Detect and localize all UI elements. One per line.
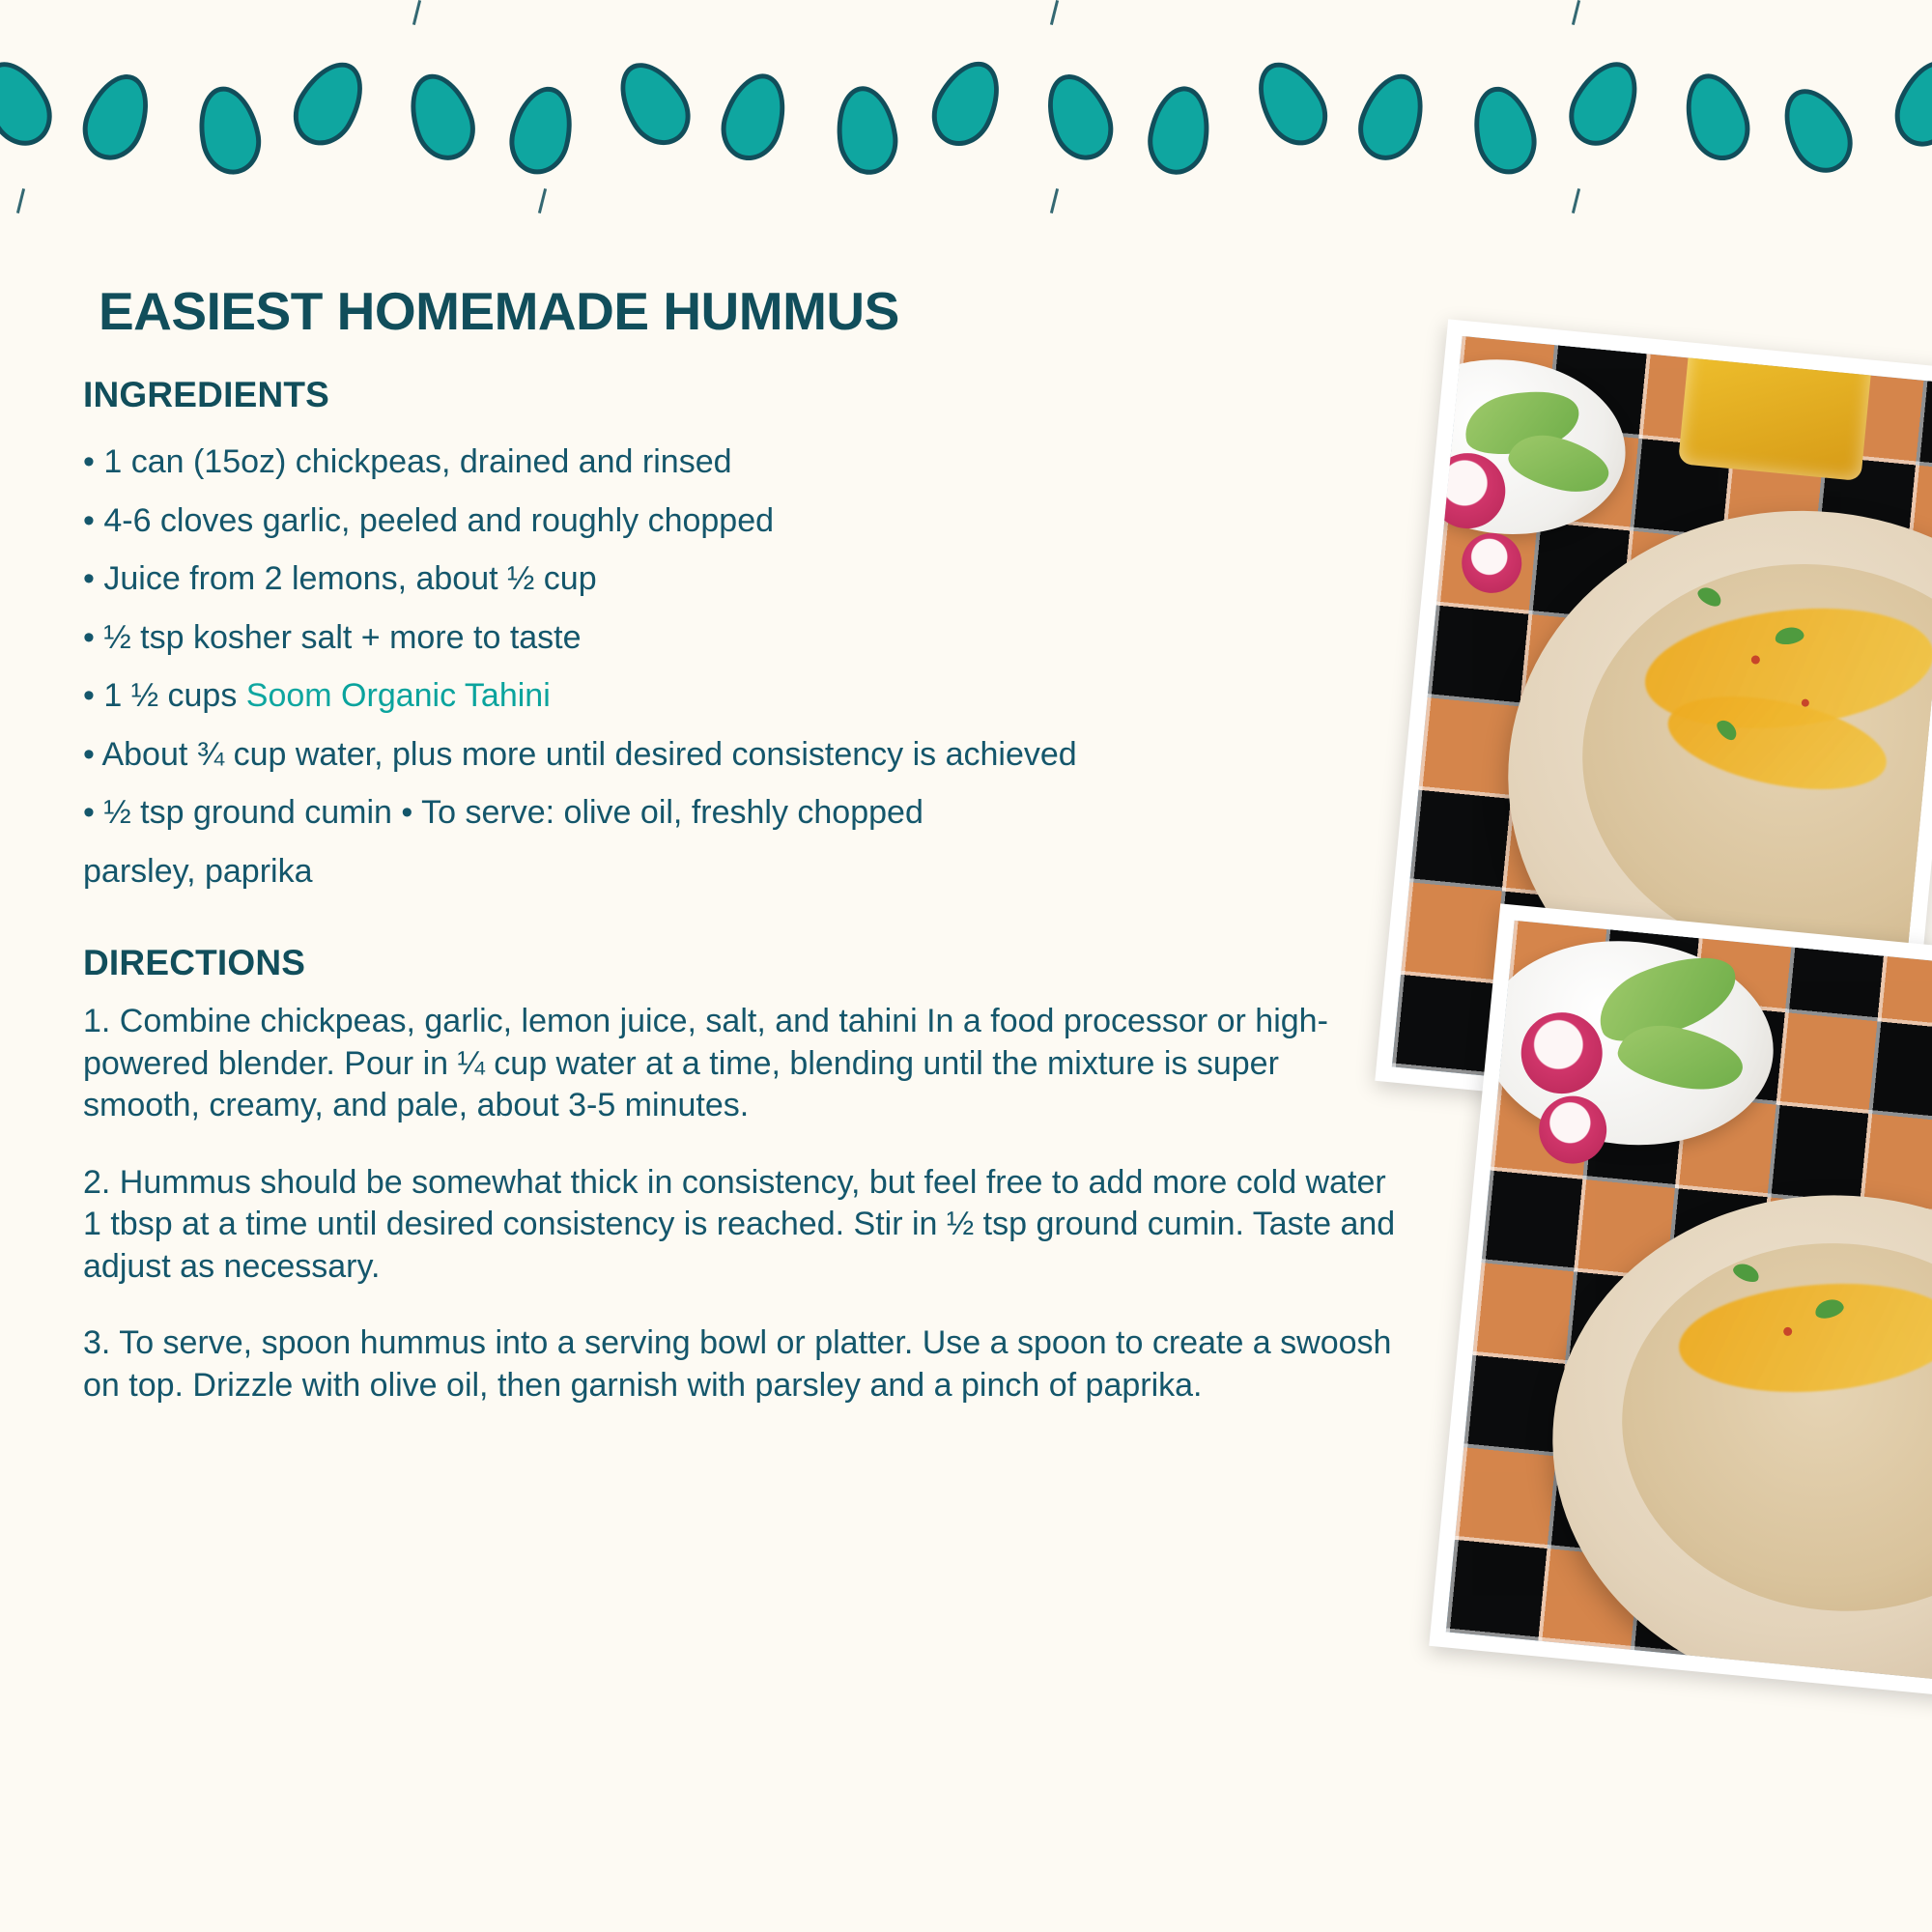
hummus-bowl-photo-bottom bbox=[1429, 903, 1932, 1696]
leaf-icon bbox=[1035, 65, 1123, 170]
direction-step-1: 1. Combine chickpeas, garlic, lemon juice, salt, and tahini In a food processor or high-powered blender. Pour in ¼ cup water at a time, blending until the mixture is super smooth, creamy, and pale, about 3-5 minutes. bbox=[83, 1003, 1328, 1124]
leaf-icon bbox=[72, 65, 161, 170]
page-title: EASIEST HOMEMADE HUMMUS bbox=[99, 281, 899, 341]
photo-image bbox=[1446, 921, 1932, 1680]
tick-mark-decoration bbox=[538, 188, 547, 213]
direction-step-2: 2. Hummus should be somewhat thick in consistency, but feel free to add more cold water 1 tbsp at a time until desired consistency is reached. Stir in ½ tsp ground cumin. Taste and adjust as necessary. bbox=[83, 1163, 1396, 1285]
leaf-icon bbox=[1674, 66, 1758, 169]
tick-mark-decoration bbox=[1572, 0, 1580, 25]
ingredients-list bbox=[83, 433, 1474, 900]
leaf-icon bbox=[831, 82, 902, 179]
olive-oil-jar bbox=[1678, 336, 1875, 481]
list-item: • 4-6 cloves garlic, peeled and roughly chopped bbox=[83, 501, 775, 539]
leaf-icon bbox=[1557, 50, 1652, 156]
tahini-prefix: • 1 ½ cups bbox=[83, 677, 246, 715]
leaf-icon bbox=[1770, 77, 1864, 184]
leaf-icon bbox=[605, 50, 702, 157]
leaf-icon bbox=[281, 50, 378, 157]
leaf-icon bbox=[921, 50, 1013, 156]
tick-mark-decoration bbox=[1050, 188, 1059, 213]
leaf-icon bbox=[398, 65, 485, 169]
leaf-icon bbox=[1243, 50, 1340, 157]
list-item: • About ¾ cup water, plus more until desired consistency is achieved bbox=[83, 735, 1077, 773]
list-item: • ½ tsp kosher salt + more to taste bbox=[83, 618, 582, 656]
list-item-tahini bbox=[83, 667, 1474, 725]
leaf-icon bbox=[1464, 80, 1544, 181]
leaf-icon bbox=[190, 81, 268, 181]
list-item: parsley, paprika bbox=[83, 852, 313, 890]
list-item: • Juice from 2 lemons, about ½ cup bbox=[83, 560, 597, 598]
tick-mark-decoration bbox=[16, 188, 25, 213]
ingredients-heading: INGREDIENTS bbox=[83, 375, 330, 414]
directions-heading: DIRECTIONS bbox=[83, 943, 306, 983]
leaf-icon bbox=[712, 66, 796, 169]
direction-step-3: 3. To serve, spoon hummus into a serving bowl or platter. Use a spoon to create a swoosh on top. Drizzle with olive oil, then garnish with parsley and a pinch of paprika. bbox=[83, 1324, 1392, 1404]
leaf-border-decoration bbox=[0, 0, 1932, 222]
tick-mark-decoration bbox=[1572, 188, 1580, 213]
tick-mark-decoration bbox=[412, 0, 421, 25]
leaf-icon bbox=[1885, 51, 1932, 156]
leaf-icon bbox=[1349, 65, 1435, 169]
leaf-icon bbox=[0, 50, 64, 156]
leaf-icon bbox=[502, 80, 582, 181]
product-name-organic-tahini: Organic Tahini bbox=[341, 677, 551, 715]
recipe-content bbox=[83, 280, 1474, 1441]
brand-name-soom: Soom bbox=[245, 677, 342, 715]
list-item: • ½ tsp ground cumin • To serve: olive oil, freshly chopped bbox=[83, 794, 923, 832]
leaf-icon bbox=[1142, 81, 1216, 179]
tick-mark-decoration bbox=[1050, 0, 1059, 25]
list-item: • 1 can (15oz) chickpeas, drained and rinsed bbox=[83, 443, 732, 480]
